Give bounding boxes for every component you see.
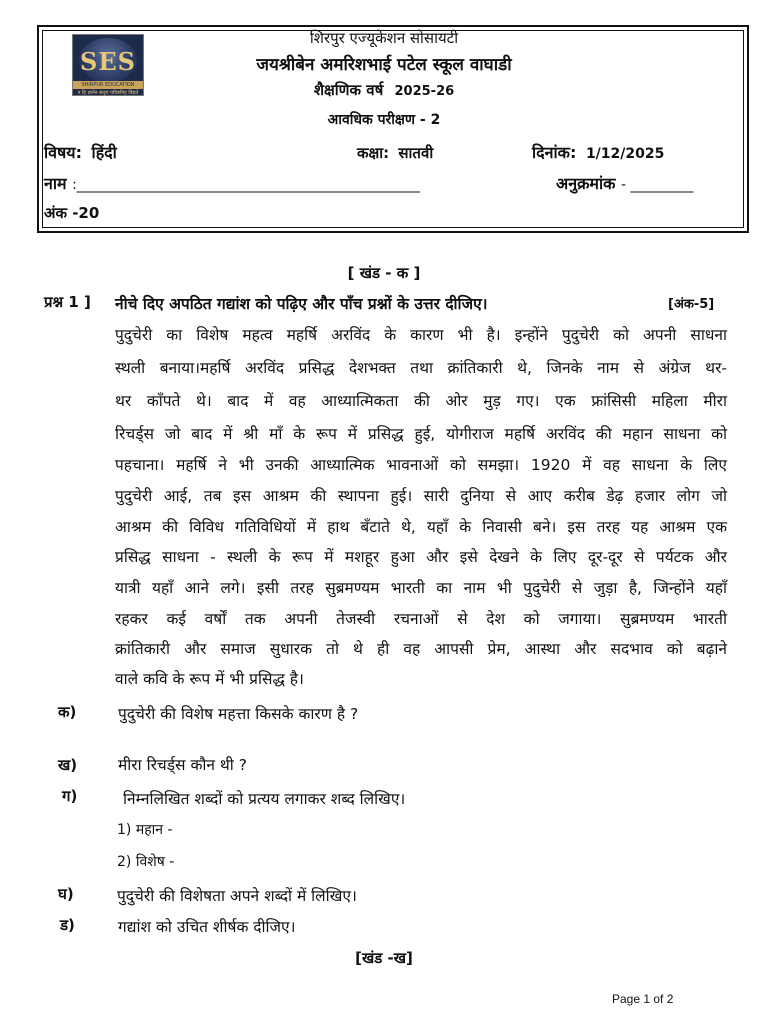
- date-row: [532, 143, 664, 164]
- logo-caption: SHIRPUR EDUCATION: [73, 81, 143, 89]
- q1-instruction: नीचे दिए अपठित गद्यांश को पढ़िए और पाँच प्रश्नों के उत्तर दीजिए।: [115, 295, 488, 313]
- question-label: क): [58, 703, 77, 721]
- passage-line: स्थली बनाया।महर्षि अरविंद प्रसिद्ध देशभक्त तथा क्रांतिकारी थे, जिनके नाम से अंग्रेज थर-: [115, 359, 727, 377]
- question-label: ड): [60, 916, 75, 934]
- class-label: कक्षा:: [357, 144, 390, 162]
- class-row: [357, 143, 433, 163]
- section-b-heading: [खंड -ख]: [355, 949, 413, 967]
- page-number: Page 1 of 2: [612, 992, 674, 1006]
- date-label: दिनांक:: [532, 143, 577, 162]
- passage-line: पुदुचेरी आई, तब इस आश्रम की स्थापना हुई। सारी दुनिया से आए करीब डेढ़ हजार लोग जो: [115, 487, 727, 505]
- question-text: पुदुचेरी की विशेष महत्ता किसके कारण है ?: [118, 705, 359, 723]
- year-value: 2025-26: [394, 84, 455, 99]
- society-name: शिरपुर एज्यूकेशन सोसायटी: [309, 29, 459, 47]
- passage-line: वाले कवि के रूप में भी प्रसिद्ध है।: [115, 670, 304, 688]
- passage-line: आश्रम की विविध गतिविधियों में हाथ बँटाते थे, यहाँ के निवासी बने। इस तरह यह आश्रम एक: [115, 518, 727, 536]
- total-marks: अंक -20: [44, 204, 100, 222]
- date-value: 1/12/2025: [585, 146, 665, 162]
- passage-line: थर काँपते थे। बाद में वह आध्यात्मिकता की ओर मुड़ गए। एक फ्रांसिसी महिला मीरा: [115, 392, 727, 410]
- academic-year: [0, 80, 768, 100]
- passage-line: क्रांतिकारी और समाज सुधारक तो थे ही वह आपसी प्रेम, आस्था और सदभाव को बढ़ाने: [115, 640, 727, 658]
- subject-value: हिंदी: [91, 143, 117, 162]
- passage-line: पहचाना। महर्षि ने भी उनकी आध्यात्मिक भावनाओं को समझा। 1920 में वह साधना के लिए: [115, 456, 727, 474]
- logo-motto: न हि ज्ञानेन सदृशं पवित्रमिह विद्यते: [77, 90, 139, 96]
- q1-label: प्रश्न 1 ]: [44, 293, 91, 311]
- roll-row: [556, 174, 694, 195]
- question-text: मीरा रिचर्ड्स कौन थी ?: [118, 756, 247, 774]
- question-text: पुदुचेरी की विशेषता अपने शब्दों में लिखिए।: [117, 887, 357, 905]
- question-text: गद्यांश को उचित शीर्षक दीजिए।: [118, 918, 296, 936]
- exam-title: आवधिक परीक्षण - 2: [327, 112, 441, 128]
- logo-text: SES: [80, 47, 136, 76]
- name-row: [44, 174, 420, 195]
- roll-blank: - _________: [620, 177, 694, 193]
- school-name: जयश्रीबेन अमरिशभाई पटेल स्कूल वाघाडी: [256, 55, 512, 75]
- q1-marks: [अंक-5]: [668, 297, 715, 312]
- passage-line: रहकर कई वर्षों तक अपनी तेजस्वी रचनाओं से देश को जगाया। सुब्रमण्यम भारती: [115, 610, 727, 628]
- year-label: शैक्षणिक वर्ष: [313, 81, 384, 99]
- sub-item: 1) महान -: [117, 822, 173, 838]
- question-text: निम्नलिखित शब्दों को प्रत्यय लगाकर शब्द लिखिए।: [123, 790, 406, 808]
- subject-label: विषय:: [44, 143, 82, 162]
- passage-line: रिचर्ड्स जो बाद में श्री माँ के रूप में प्रसिद्ध हुई, योगीराज महर्षि अरविंद की महान साधना को: [115, 425, 727, 443]
- passage-line: यात्री यहाँ आने लगे। इसी तरह सुब्रमण्यम भारती का नाम भी पुदुचेरी से जुड़ा है, जिन्होंने यहाँ: [115, 579, 727, 597]
- name-blank: :_________________________________________________: [72, 177, 420, 193]
- question-label: ग): [62, 787, 78, 805]
- name-label: नाम: [44, 174, 67, 193]
- question-label: घ): [58, 885, 74, 903]
- class-value: सातवी: [398, 144, 434, 162]
- passage-line: प्रसिद्ध साधना - स्थली के रूप में मशहूर हुआ और इसे देखने के लिए दूर-दूर से पर्यटक और: [115, 548, 727, 566]
- sub-item: 2) विशेष -: [117, 854, 175, 870]
- roll-label: अनुक्रमांक: [556, 174, 616, 193]
- subject-row: [44, 143, 117, 163]
- passage-line: पुदुचेरी का विशेष महत्व महर्षि अरविंद के कारण भी है। इन्होंने पुदुचेरी को अपनी साधना: [115, 326, 727, 344]
- section-a-heading: [ खंड - क ]: [347, 264, 421, 282]
- question-label: ख): [58, 756, 78, 774]
